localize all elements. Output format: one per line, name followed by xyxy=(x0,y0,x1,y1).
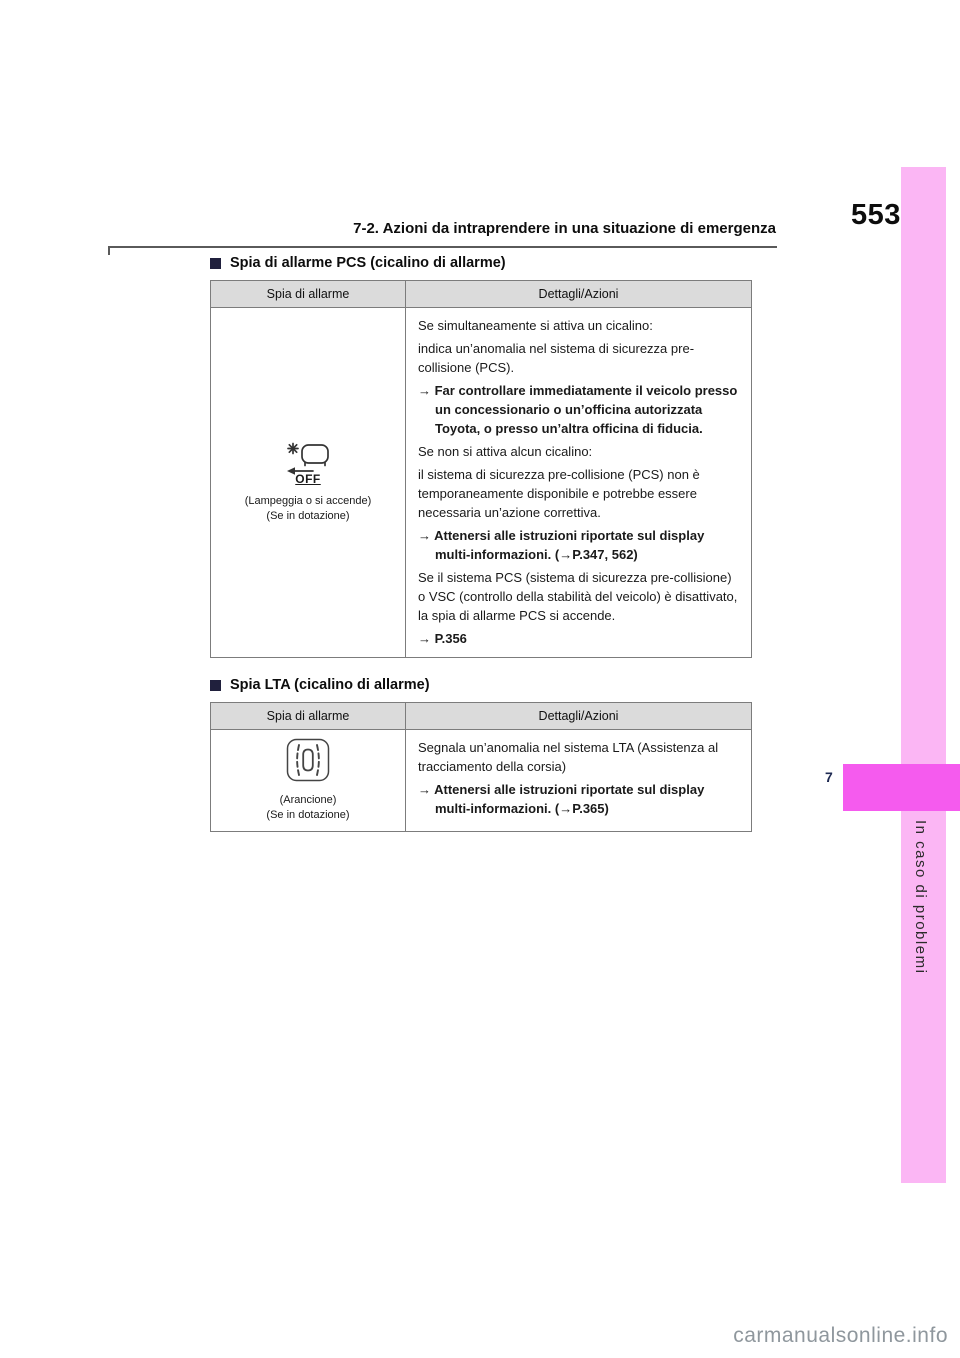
page-number: 553 xyxy=(851,199,901,231)
lta-indicator-cell xyxy=(211,730,406,832)
table-header-row xyxy=(211,281,752,308)
lta-alarm-table xyxy=(210,702,752,832)
detail-paragraph: Segnala un’anomalia nel sistema LTA (Assistenza al tracciamento della corsia) xyxy=(418,740,719,774)
pcs-details-cell xyxy=(406,308,752,658)
pcs-off-warning-icon xyxy=(283,441,333,486)
detail-action-paragraph: → Far controllare immediatamente il veicolo presso un concessionario o un’officina autorizzata Toyota, o presso un’altra officina di fiducia. xyxy=(418,383,738,436)
column-header-indicator: Spia di allarme xyxy=(211,281,406,308)
detail-paragraph: Se non si attiva alcun cicalino: xyxy=(418,444,593,459)
section-heading-pcs xyxy=(210,255,751,271)
pcs-off-label: OFF xyxy=(295,472,321,486)
running-header: 7-2. Azioni da intraprendere in una situazione di emergenza xyxy=(353,220,776,237)
table-row xyxy=(211,308,752,658)
detail-action-paragraph: → Attenersi alle istruzioni riportate sul display multi-informazioni. (→P.347, 562) xyxy=(418,528,705,562)
chapter-tab xyxy=(843,764,960,811)
table-row xyxy=(211,730,752,832)
table-header-row xyxy=(211,703,752,730)
page-content xyxy=(210,255,751,832)
detail-paragraph: il sistema di sicurezza pre-collisione (PCS) non è temporaneamente disponibile e potrebbe essere necessaria un’azione correttiva. xyxy=(418,467,700,520)
chapter-side-band xyxy=(901,167,946,1183)
pcs-alarm-table xyxy=(210,280,752,658)
header-rule-tick xyxy=(108,248,110,255)
chapter-number: 7 xyxy=(825,769,833,785)
column-header-details: Dettagli/Azioni xyxy=(406,281,752,308)
detail-paragraph: indica un’anomalia nel sistema di sicurezza pre-collisione (PCS). xyxy=(418,341,695,375)
watermark: carmanualsonline.info xyxy=(733,1324,948,1347)
indicator-caption: (Lampeggia o si accende) xyxy=(244,495,372,507)
detail-paragraph: Se il sistema PCS (sistema di sicurezza pre-collisione) o VSC (controllo della stabilità del veicolo) è disattivato, la spia di allarme PCS si accende. xyxy=(418,570,738,623)
chapter-title-vertical: In caso di problemi xyxy=(912,820,929,975)
section-heading-text: Spia di allarme PCS (cicalino di allarme) xyxy=(230,255,506,271)
indicator-caption: (Se in dotazione) xyxy=(266,510,350,522)
column-header-details: Dettagli/Azioni xyxy=(406,703,752,730)
column-header-indicator: Spia di allarme xyxy=(211,703,406,730)
indicator-caption: (Arancione) xyxy=(279,794,337,806)
section-heading-lta xyxy=(210,677,751,693)
pcs-indicator-cell xyxy=(211,308,406,658)
detail-action-paragraph: → P.356 xyxy=(418,631,467,646)
detail-paragraph: Se simultaneamente si attiva un cicalino: xyxy=(418,318,653,333)
square-bullet-icon xyxy=(210,680,221,691)
header-rule xyxy=(108,246,777,248)
section-heading-text: Spia LTA (cicalino di allarme) xyxy=(230,677,430,693)
lta-details-cell xyxy=(406,730,752,832)
detail-action-paragraph: → Attenersi alle istruzioni riportate sul display multi-informazioni. (→P.365) xyxy=(418,782,705,816)
indicator-caption: (Se in dotazione) xyxy=(266,809,350,821)
square-bullet-icon xyxy=(210,258,221,269)
lta-warning-icon xyxy=(286,738,330,782)
